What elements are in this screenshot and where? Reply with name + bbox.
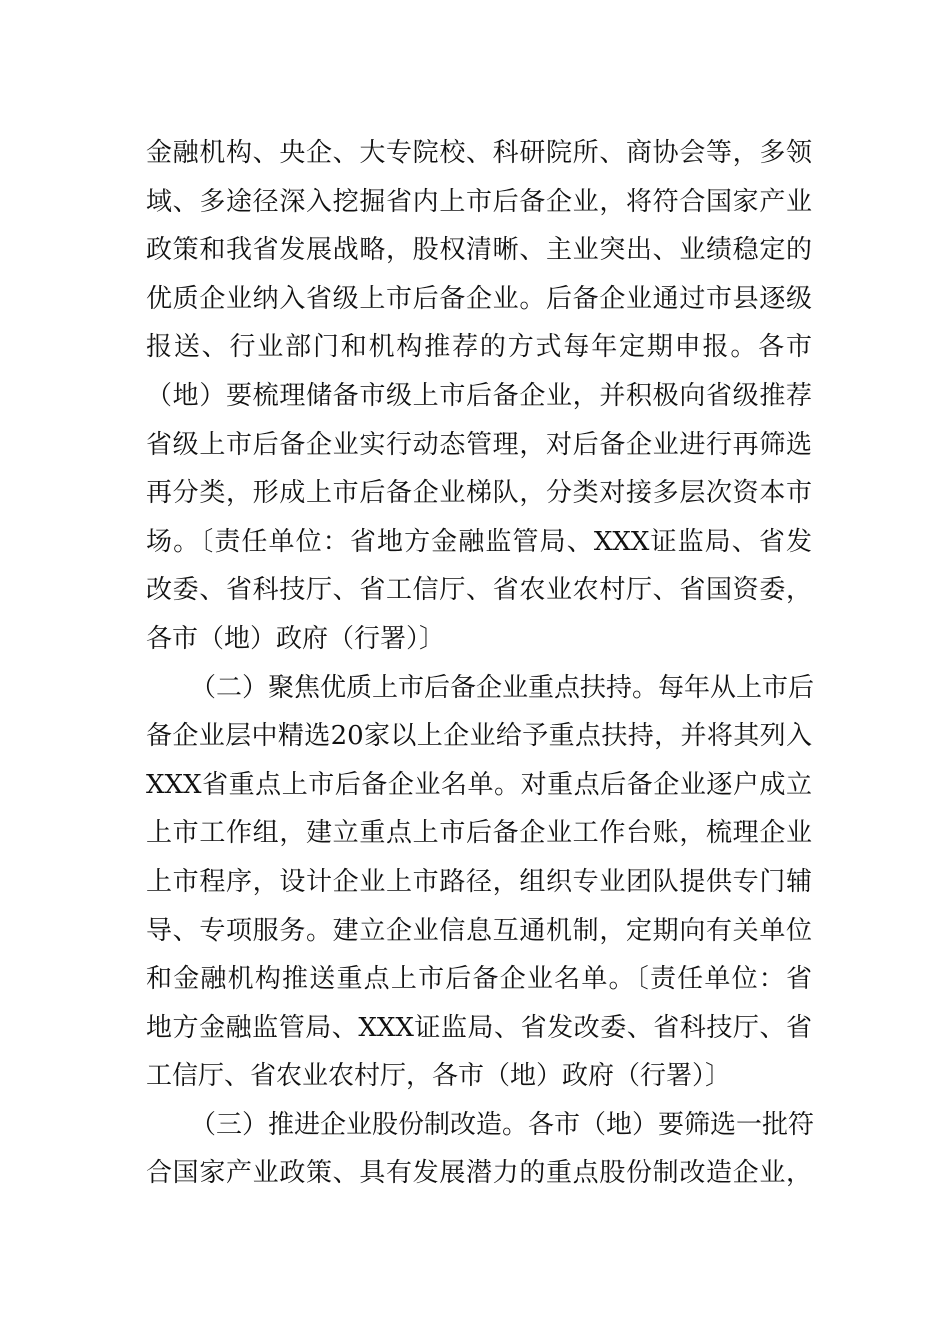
text-line: （地）要梳理储备市级上市后备企业，并积极向省级推荐 xyxy=(146,380,812,411)
text-line: 报送、行业部门和机构推荐的方式每年定期申报。各市 xyxy=(146,332,812,363)
text-line: 地方金融监管局、XXX证监局、省发改委、省科技厅、省 xyxy=(146,1012,812,1043)
text-line: 改委、省科技厅、省工信厅、省农业农村厅、省国资委， xyxy=(146,575,812,606)
text-line: 域、多途径深入挖掘省内上市后备企业，将符合国家产业 xyxy=(146,186,812,217)
text-line: 各市（地）政府（行署）〕 xyxy=(146,623,446,654)
text-line: 金融机构、央企、大专院校、科研院所、商协会等，多领 xyxy=(146,138,812,168)
text-line: 优质企业纳入省级上市后备企业。后备企业通过市县逐级 xyxy=(146,283,812,314)
text-line: 再分类，形成上市后备企业梯队，分类对接多层次资本市 xyxy=(146,478,812,509)
text-line: XXX省重点上市后备企业名单。对重点后备企业逐户成立 xyxy=(146,769,812,800)
text-line: 和金融机构推送重点上市后备企业名单。〔责任单位：省 xyxy=(146,964,812,995)
text-line: 场。〔责任单位：省地方金融监管局、XXX证监局、省发 xyxy=(146,526,812,557)
section-heading-line: （二）聚焦优质上市后备企业重点扶持。每年从上市后 xyxy=(190,672,815,703)
body-text xyxy=(146,129,815,1198)
text-line: 导、专项服务。建立企业信息互通机制，定期向有关单位 xyxy=(146,915,812,946)
text-line: 政策和我省发展战略，股权清晰、主业突出、业绩稳定的 xyxy=(146,235,812,266)
text-line: 省级上市后备企业实行动态管理，对后备企业进行再筛选 xyxy=(146,429,812,460)
text-line: 合国家产业政策、具有发展潜力的重点股份制改造企业， xyxy=(146,1158,812,1189)
text-line: 上市程序，设计企业上市路径，组织专业团队提供专门辅 xyxy=(146,866,812,897)
text-line: 工信厅、省农业农村厅，各市（地）政府（行署）〕 xyxy=(146,1061,732,1092)
text-line: 上市工作组，建立重点上市后备企业工作台账，梳理企业 xyxy=(146,818,812,849)
text-line: 备企业层中精选20家以上企业给予重点扶持，并将其列入 xyxy=(146,721,812,752)
section-heading-line: （三）推进企业股份制改造。各市（地）要筛选一批符 xyxy=(190,1109,815,1140)
